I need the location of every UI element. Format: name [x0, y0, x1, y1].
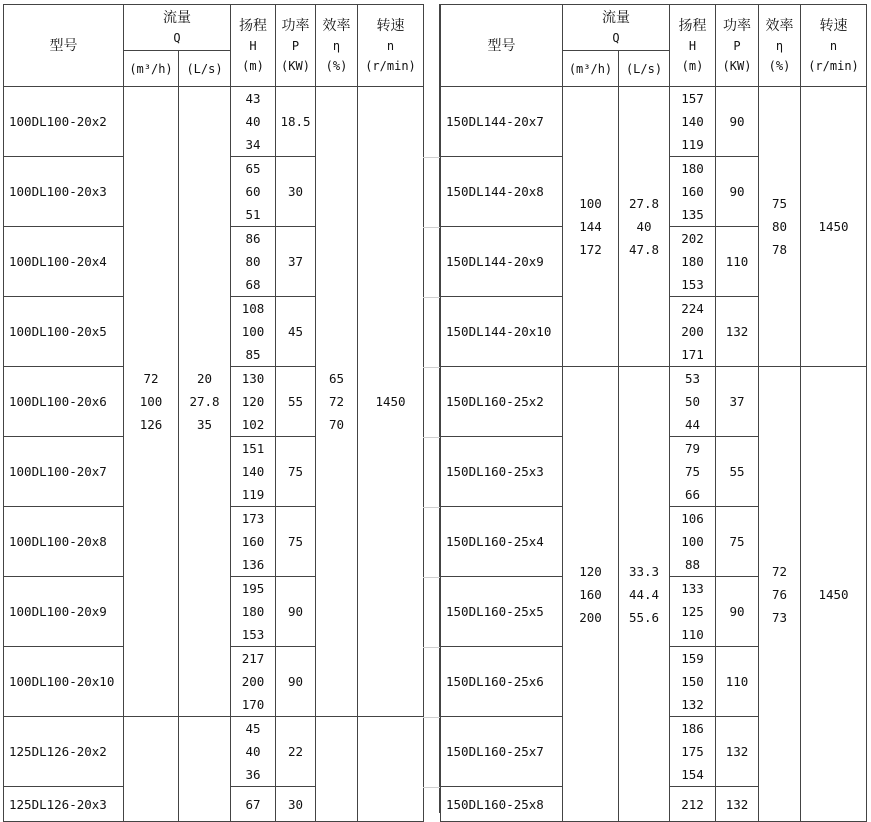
- head-cell: 157 140 119: [670, 87, 716, 157]
- model-cell: 100DL100-20x6: [4, 367, 124, 437]
- model-cell: 150DL160-25x7: [441, 717, 563, 787]
- header-head: 扬程 H (m): [670, 5, 716, 87]
- head-cell: 67: [231, 787, 276, 822]
- power-cell: 45: [276, 297, 316, 367]
- head-cell: 86 80 68: [231, 227, 276, 297]
- model-cell: 150DL160-25x5: [441, 577, 563, 647]
- separator-row-line: [423, 507, 440, 508]
- head-cell: 212: [670, 787, 716, 822]
- separator-row-line: [423, 297, 440, 298]
- head-cell: 195 180 153: [231, 577, 276, 647]
- flow-ls-cell: 20 27.8 35: [179, 87, 231, 717]
- power-cell: 75: [276, 507, 316, 577]
- head-cell: 106 100 88: [670, 507, 716, 577]
- separator-row-line: [423, 787, 440, 788]
- header-model: 型号: [4, 5, 124, 87]
- head-cell: 180 160 135: [670, 157, 716, 227]
- table-separator: [423, 4, 440, 813]
- speed-cell: 1450: [358, 87, 424, 717]
- header-flow-m3h: (m³/h): [563, 51, 619, 87]
- power-cell: 90: [276, 647, 316, 717]
- head-cell: 173 160 136: [231, 507, 276, 577]
- efficiency-cell: 75 80 78: [759, 87, 801, 367]
- power-cell: 30: [276, 157, 316, 227]
- efficiency-cell: 72 76 73: [759, 367, 801, 822]
- power-cell: 110: [716, 227, 759, 297]
- head-cell: 217 200 170: [231, 647, 276, 717]
- flow-m3h-cell: [124, 717, 179, 822]
- table-row: [4, 717, 424, 787]
- separator-row-line: [423, 577, 440, 578]
- head-cell: 45 40 36: [231, 717, 276, 787]
- speed-cell: 1450: [801, 367, 867, 822]
- model-cell: 150DL160-25x8: [441, 787, 563, 822]
- speed-cell: 1450: [801, 87, 867, 367]
- model-cell: 150DL144-20x7: [441, 87, 563, 157]
- flow-ls-cell: 33.3 44.4 55.6: [619, 367, 670, 822]
- header-flow-ls: (L/s): [179, 51, 231, 87]
- header-flow-ls: (L/s): [619, 51, 670, 87]
- power-cell: 18.5: [276, 87, 316, 157]
- model-cell: 100DL100-20x10: [4, 647, 124, 717]
- flow-ls-cell: 27.8 40 47.8: [619, 87, 670, 367]
- flow-m3h-cell: 100 144 172: [563, 87, 619, 367]
- right-spec-table: [440, 4, 867, 822]
- efficiency-cell: 65 72 70: [316, 87, 358, 717]
- power-cell: 110: [716, 647, 759, 717]
- header-head: 扬程 H (m): [231, 5, 276, 87]
- model-cell: 150DL160-25x3: [441, 437, 563, 507]
- model-cell: 100DL100-20x9: [4, 577, 124, 647]
- head-cell: 159 150 132: [670, 647, 716, 717]
- head-cell: 108 100 85: [231, 297, 276, 367]
- head-cell: 53 50 44: [670, 367, 716, 437]
- power-cell: 37: [276, 227, 316, 297]
- separator-row-line: [423, 717, 440, 718]
- model-cell: 100DL100-20x8: [4, 507, 124, 577]
- power-cell: 90: [716, 577, 759, 647]
- model-cell: 100DL100-20x3: [4, 157, 124, 227]
- power-cell: 132: [716, 787, 759, 822]
- flow-m3h-cell: 120 160 200: [563, 367, 619, 822]
- model-cell: 150DL160-25x6: [441, 647, 563, 717]
- model-cell: 125DL126-20x3: [4, 787, 124, 822]
- table-row: [441, 87, 867, 157]
- power-cell: 22: [276, 717, 316, 787]
- separator-row-line: [423, 367, 440, 368]
- left-spec-table: [3, 4, 424, 822]
- table-row: [441, 367, 867, 437]
- header-speed: 转速 n (r/min): [358, 5, 424, 87]
- separator-row-line: [423, 647, 440, 648]
- speed-cell: [358, 717, 424, 822]
- table-row: [4, 87, 424, 157]
- power-cell: 132: [716, 717, 759, 787]
- head-cell: 130 120 102: [231, 367, 276, 437]
- head-cell: 151 140 119: [231, 437, 276, 507]
- header-power: 功率 P (KW): [716, 5, 759, 87]
- power-cell: 90: [716, 157, 759, 227]
- power-cell: 37: [716, 367, 759, 437]
- header-speed: 转速 n (r/min): [801, 5, 867, 87]
- model-cell: 150DL160-25x2: [441, 367, 563, 437]
- power-cell: 90: [716, 87, 759, 157]
- separator-row-line: [423, 437, 440, 438]
- header-flow: 流量 Q: [563, 5, 670, 51]
- power-cell: 30: [276, 787, 316, 822]
- header-flow-m3h: (m³/h): [124, 51, 179, 87]
- power-cell: 90: [276, 577, 316, 647]
- header-efficiency: 效率 η (%): [759, 5, 801, 87]
- model-cell: 100DL100-20x7: [4, 437, 124, 507]
- head-cell: 202 180 153: [670, 227, 716, 297]
- model-cell: 125DL126-20x2: [4, 717, 124, 787]
- power-cell: 75: [276, 437, 316, 507]
- header-efficiency: 效率 η (%): [316, 5, 358, 87]
- model-cell: 100DL100-20x5: [4, 297, 124, 367]
- flow-m3h-cell: 72 100 126: [124, 87, 179, 717]
- head-cell: 79 75 66: [670, 437, 716, 507]
- flow-ls-cell: [179, 717, 231, 822]
- power-cell: 132: [716, 297, 759, 367]
- power-cell: 55: [276, 367, 316, 437]
- header-model: 型号: [441, 5, 563, 87]
- head-cell: 186 175 154: [670, 717, 716, 787]
- header-power: 功率 P (KW): [276, 5, 316, 87]
- header-flow: 流量 Q: [124, 5, 231, 51]
- separator-row-line: [423, 227, 440, 228]
- head-cell: 65 60 51: [231, 157, 276, 227]
- head-cell: 224 200 171: [670, 297, 716, 367]
- efficiency-cell: [316, 717, 358, 822]
- model-cell: 150DL144-20x8: [441, 157, 563, 227]
- model-cell: 100DL100-20x2: [4, 87, 124, 157]
- head-cell: 133 125 110: [670, 577, 716, 647]
- model-cell: 150DL144-20x10: [441, 297, 563, 367]
- model-cell: 150DL160-25x4: [441, 507, 563, 577]
- model-cell: 100DL100-20x4: [4, 227, 124, 297]
- power-cell: 75: [716, 507, 759, 577]
- head-cell: 43 40 34: [231, 87, 276, 157]
- model-cell: 150DL144-20x9: [441, 227, 563, 297]
- separator-row-line: [423, 157, 440, 158]
- power-cell: 55: [716, 437, 759, 507]
